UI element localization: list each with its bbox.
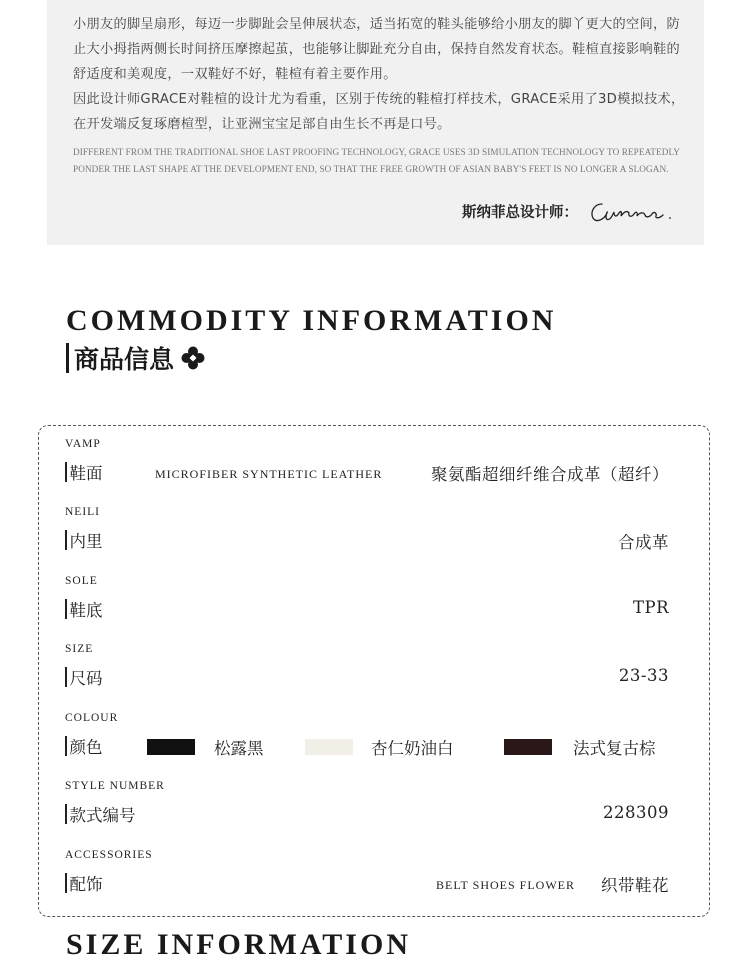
colour-name: 松露黑 — [214, 739, 264, 758]
row-label-cn: 尺码 — [65, 665, 103, 689]
size-title-en: SIZE INFORMATION — [66, 928, 411, 961]
row-label-en: ACCESSORIES — [65, 849, 153, 861]
clover-icon — [180, 345, 206, 371]
row-label-en: NEILI — [65, 506, 101, 518]
commodity-title-cn-text: 商品信息 — [74, 345, 175, 374]
commodity-info-box — [38, 425, 710, 917]
info-row-vamp — [65, 438, 669, 498]
info-row-size — [65, 643, 669, 703]
row-value-en: MICROFIBER SYNTHETIC LEATHER — [155, 467, 383, 481]
row-label-en: SIZE — [65, 643, 94, 655]
info-row-accessories — [65, 849, 669, 909]
note-paragraph-en: DIFFERENT FROM THE TRADITIONAL SHOE LAST PROOFING TECHNOLOGY, GRACE USES 3D SIMULATION TECHNOLOGY TO REPEATEDLY PONDER THE LAST SHAPE AT THE DEVELOPMENT END, SO THAT THE FREE GROWTH OF ASIAN BABY'S FEET IS NO LONGER A SLOGAN. — [73, 147, 680, 174]
row-label-cn: 鞋面 — [65, 460, 103, 484]
note-paragraph-2: 因此设计师GRACE对鞋楦的设计尤为看重，区别于传统的鞋楦打样技术，GRACE采用了3D模拟技术，在开发端反复琢磨楦型，让亚洲宝宝足部自由生长不再是口号。 — [73, 92, 685, 132]
row-label-cn: 款式编号 — [65, 802, 136, 826]
row-value: 合成革 — [618, 533, 669, 552]
row-value: TPR — [632, 598, 669, 617]
row-label-en: COLOUR — [65, 712, 119, 724]
info-row-sole — [65, 575, 669, 635]
row-label-cn: 内里 — [65, 528, 103, 552]
colour-name: 杏仁奶油白 — [371, 739, 454, 758]
colour-swatch-white — [305, 739, 353, 755]
row-value: 织带鞋花 — [601, 876, 669, 895]
designer-signature-block — [462, 198, 680, 224]
title-bar — [66, 343, 69, 373]
info-row-style-number — [65, 780, 669, 840]
row-label-en: STYLE NUMBER — [65, 780, 165, 792]
commodity-title-cn — [66, 340, 206, 376]
handwritten-signature — [588, 198, 680, 224]
note-paragraph-1: 小朋友的脚呈扇形，每迈一步脚趾会呈伸展状态，适当拓宽的鞋头能够给小朋友的脚丫更大的空间，防止大小拇指两侧长时间挤压摩擦起茧，也能够让脚趾充分自由，保持自然发育状态。鞋楦直接影响鞋的舒适度和美观度，一双鞋好不好，鞋楦有着主要作用。 — [73, 17, 680, 82]
info-row-colour — [65, 712, 669, 772]
row-value-en: BELT SHOES FLOWER — [435, 878, 575, 892]
info-row-lining — [65, 506, 669, 566]
designer-note-panel — [47, 0, 704, 245]
row-value: 228309 — [603, 803, 669, 822]
row-label-en: SOLE — [65, 575, 98, 587]
row-label-cn: 配饰 — [65, 871, 103, 895]
row-value: 23-33 — [618, 666, 669, 685]
colour-swatch-brown — [504, 739, 552, 755]
colour-name: 法式复古棕 — [573, 739, 656, 758]
designer-label: 斯纳菲总设计师： — [462, 203, 578, 221]
commodity-title-en: COMMODITY INFORMATION — [66, 304, 557, 337]
row-label-en: VAMP — [65, 438, 101, 450]
row-value: 聚氨酯超细纤维合成革（超纤） — [431, 465, 669, 484]
colour-swatch-black — [147, 739, 195, 755]
row-label-cn: 鞋底 — [65, 597, 103, 621]
row-label-cn: 颜色 — [65, 734, 103, 758]
